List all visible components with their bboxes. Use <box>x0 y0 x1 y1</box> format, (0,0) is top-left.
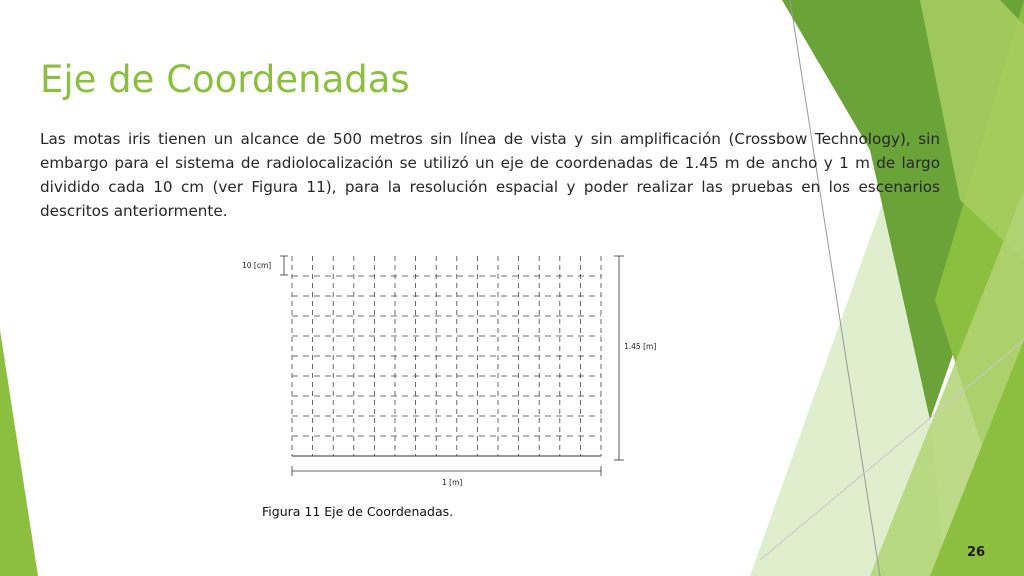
left-corner-triangle <box>0 330 38 576</box>
coordinate-grid-figure <box>236 248 676 493</box>
coordinate-grid-diagram <box>236 248 676 493</box>
figure-caption: Figura 11 Eje de Coordenadas. <box>262 504 454 519</box>
width-label: 1 [m] <box>442 478 463 487</box>
grid-lines <box>292 256 601 456</box>
body-paragraph: Las motas iris tienen un alcance de 500 metros sin línea de vista y sin amplificación (Crossbow Technology), sin embargo para el sistema de radiolocalización se utilizó un eje de coordenadas de 1.45 m de ancho y 1 m de largo dividido cada 10 cm (ver Figura 11), para la resolución espacial y poder realizar las pruebas en los escenarios descritos anteriormente. <box>40 130 940 220</box>
height-label: 1.45 [m] <box>624 342 657 351</box>
cell-size-label: 10 [cm] <box>242 261 272 270</box>
page-number: 26 <box>967 545 986 560</box>
slide-title: Eje de Coordenadas <box>40 58 410 101</box>
